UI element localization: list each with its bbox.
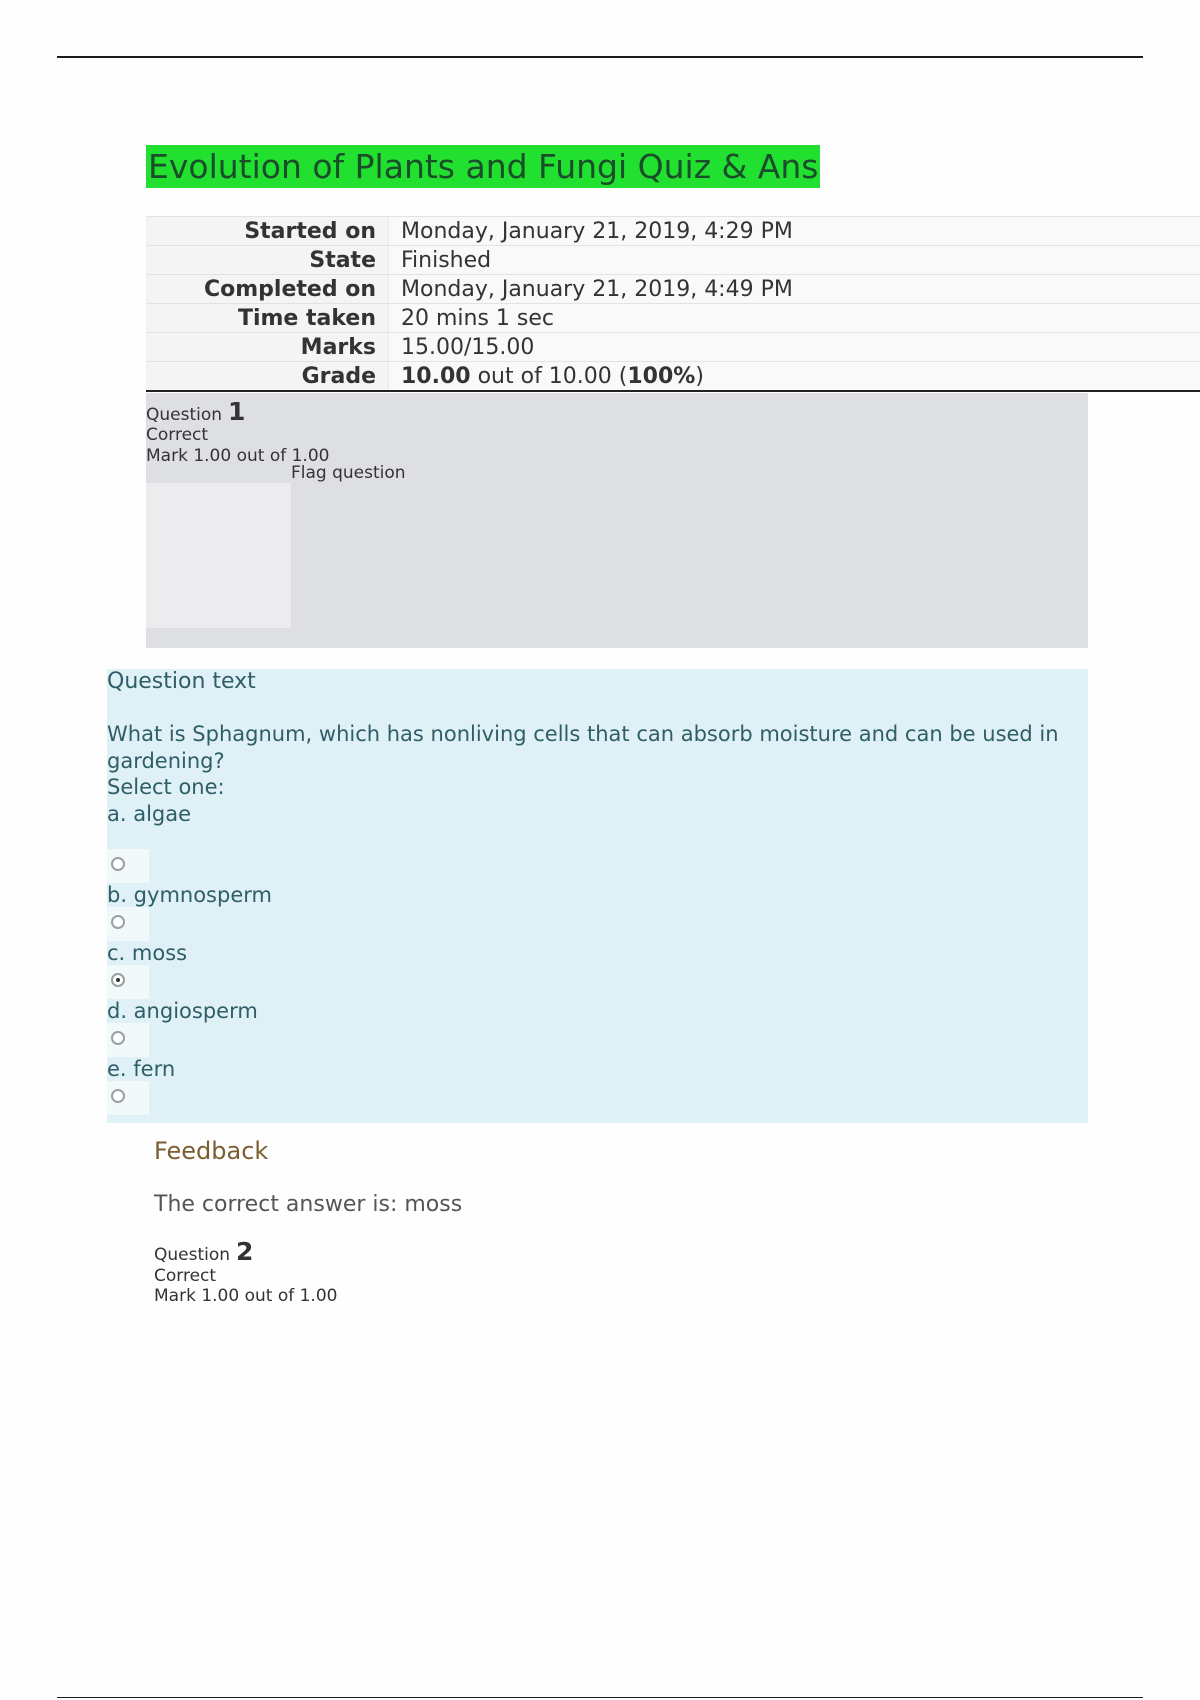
- summary-value: Monday, January 21, 2019, 4:29 PM: [389, 217, 1200, 246]
- option-e-label: e. fern: [107, 1057, 176, 1081]
- summary-value: Monday, January 21, 2019, 4:49 PM: [389, 275, 1200, 304]
- summary-value: 20 mins 1 sec: [389, 304, 1200, 333]
- summary-row-time-taken: [146, 304, 1200, 333]
- question-label: Question: [154, 1245, 231, 1265]
- page-title: Evolution of Plants and Fungi Quiz & Ans: [148, 147, 819, 186]
- summary-value: [389, 362, 1200, 392]
- option-e-radio[interactable]: [111, 1089, 125, 1103]
- summary-row-marks: [146, 333, 1200, 362]
- summary-label: Completed on: [146, 275, 389, 304]
- summary-row-grade: [146, 362, 1200, 392]
- grade-close: ): [695, 363, 704, 389]
- bottom-rule: [57, 1697, 1143, 1698]
- summary-label: Started on: [146, 217, 389, 246]
- option-d-radio-cell: [107, 1023, 149, 1057]
- option-e-radio-cell: [107, 1081, 149, 1115]
- option-c-label: c. moss: [107, 941, 188, 965]
- grade-score: 10.00: [401, 363, 471, 389]
- summary-value: 15.00/15.00: [389, 333, 1200, 362]
- question-state: Correct: [146, 425, 209, 445]
- option-a-radio[interactable]: [111, 857, 125, 871]
- question-text-heading: Question text: [107, 669, 256, 694]
- option-d-label: d. angiosperm: [107, 999, 258, 1023]
- question-number: [154, 1237, 337, 1266]
- question-number-value: 1: [228, 397, 246, 426]
- summary-value: Finished: [389, 246, 1200, 275]
- option-b-radio-cell: [107, 907, 149, 941]
- summary-row-started: [146, 217, 1200, 246]
- question-2-info: [154, 1237, 338, 1306]
- grade-out-of: out of 10.00 (: [470, 363, 628, 389]
- question-number: [146, 397, 245, 426]
- summary-label: Marks: [146, 333, 389, 362]
- question-grade: Mark 1.00 out of 1.00: [146, 446, 330, 466]
- select-one-prompt: Select one:: [107, 775, 225, 799]
- option-b-label: b. gymnosperm: [107, 883, 272, 907]
- feedback-heading: Feedback: [154, 1137, 269, 1165]
- question-state: Correct: [154, 1266, 217, 1286]
- summary-label: Grade: [146, 362, 389, 392]
- question-text: What is Sphagnum, which has nonliving cells that can absorb moisture and can be used in gardening?: [107, 722, 1059, 773]
- grade-percent: 100%: [627, 363, 696, 389]
- summary-row-state: [146, 246, 1200, 275]
- top-rule: [57, 56, 1143, 58]
- question-label: Question: [146, 405, 223, 425]
- question-1-info-panel: [146, 393, 1088, 648]
- summary-label: State: [146, 246, 389, 275]
- flag-question-link[interactable]: Flag question: [291, 463, 406, 483]
- question-grade: Mark 1.00 out of 1.00: [154, 1286, 338, 1306]
- summary-label: Time taken: [146, 304, 389, 333]
- option-b-radio[interactable]: [111, 915, 125, 929]
- option-d-radio[interactable]: [111, 1031, 125, 1045]
- attempt-summary-table: [146, 216, 1200, 392]
- summary-row-completed: [146, 275, 1200, 304]
- option-c-radio[interactable]: [111, 973, 125, 987]
- option-a-label: a. algae: [107, 802, 192, 826]
- feedback-text: The correct answer is: moss: [154, 1192, 463, 1217]
- option-a-radio-cell: [107, 849, 149, 883]
- question-1-content: [107, 669, 1088, 1123]
- option-c-radio-cell: [107, 965, 149, 999]
- question-number-value: 2: [236, 1237, 254, 1266]
- flag-icon-placeholder: [146, 483, 291, 628]
